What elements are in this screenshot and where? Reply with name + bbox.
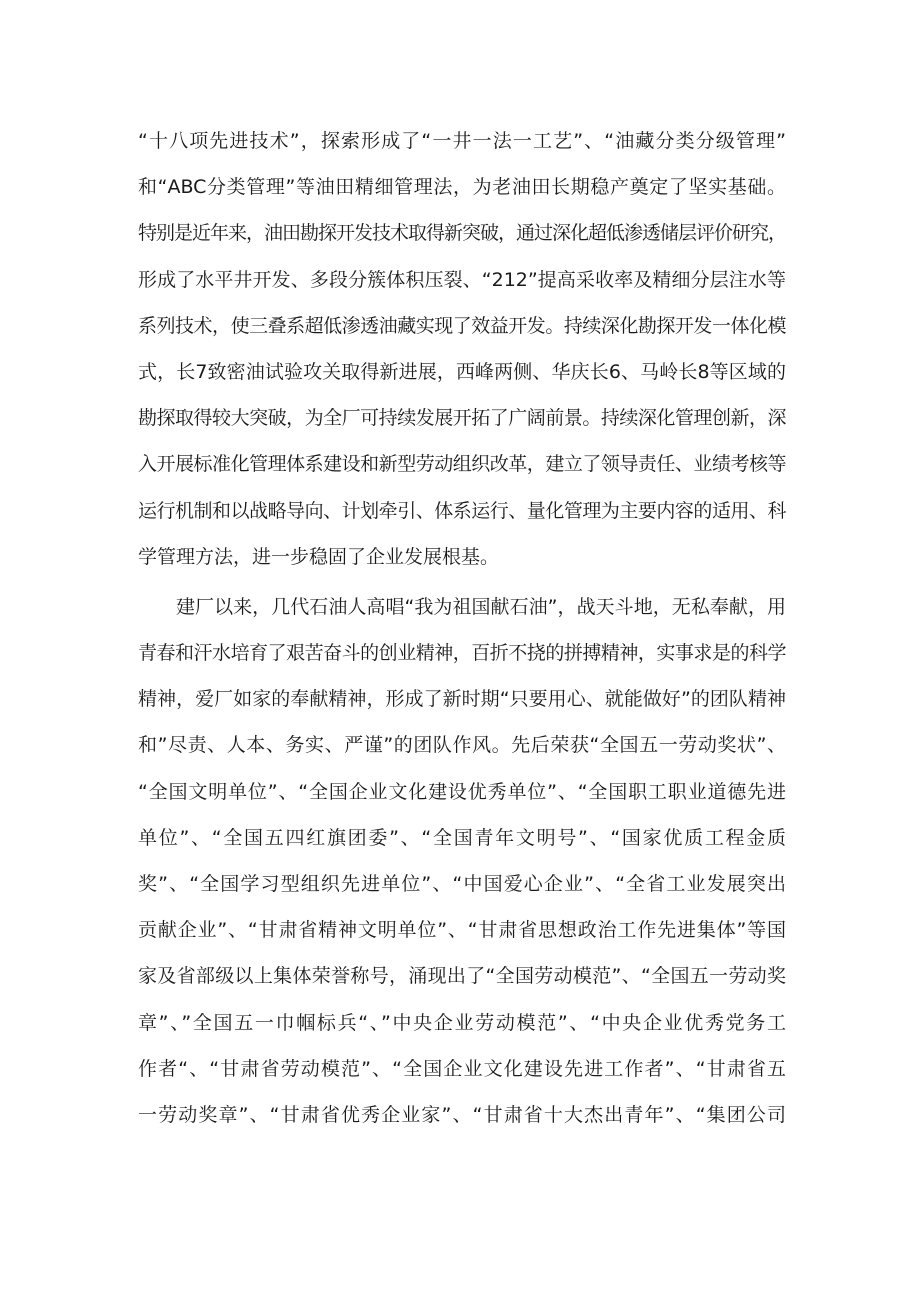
text-line: 和”尽责、人本、务实、严谨”的团队作风。先后荣获“全国五一劳动奖状”、 — [138, 734, 786, 757]
text-line: 运行机制和以战略导向、计划牵引、体系运行、量化管理为主要内容的适用、科 — [138, 499, 786, 522]
text-line: 式，长7致密油试验攻关取得新进展，西峰两侧、华庆长6、马岭长8等区域的 — [138, 360, 786, 383]
text-line: 学管理方法，进一步稳固了企业发展根基。 — [138, 545, 500, 568]
text-line: 青春和汗水培育了艰苦奋斗的创业精神，百折不挠的拼搏精神，实事求是的科学 — [138, 642, 786, 665]
paragraph-technology — [138, 118, 786, 580]
text-line: 章”、”全国五一巾帼标兵“、”中央企业劳动模范”、“中央企业优秀党务工 — [138, 1011, 786, 1034]
text-line: 特别是近年来，油田勘探开发技术取得新突破，通过深化超低渗透储层评价研究， — [138, 222, 786, 245]
text-line: 一劳动奖章”、“甘肃省优秀企业家”、“甘肃省十大杰出青年”、“集团公司 — [138, 1103, 786, 1126]
text-line: 奖”、“全国学习型组织先进单位”、“中国爱心企业”、“全省工业发展突出 — [138, 873, 786, 895]
text-line: 和“ABC分类管理”等油田精细管理法，为老油田长期稳产奠定了坚实基础。 — [138, 176, 786, 199]
text-line: 系列技术，使三叠系超低渗透油藏实现了效益开发。持续深化勘探开发一体化模 — [138, 314, 786, 337]
paragraph-honors — [138, 584, 786, 1138]
text-line: 贡献企业”、“甘肃省精神文明单位”、“甘肃省思想政治工作先进集体”等国 — [138, 919, 786, 942]
text-line: 单位”、“全国五四红旗团委”、“全国青年文明号”、“国家优质工程金质 — [138, 826, 786, 849]
text-line: 精神，爱厂如家的奉献精神，形成了新时期“只要用心、就能做好”的团队精神 — [138, 688, 786, 711]
body-text — [138, 118, 786, 1138]
text-line: “全国文明单位”、“全国企业文化建设优秀单位”、“全国职工职业道德先进 — [138, 780, 786, 803]
text-line: “十八项先进技术”，探索形成了“一井一法一工艺”、“油藏分类分级管理” — [138, 130, 786, 152]
text-line: 形成了水平井开发、多段分簇体积压裂、“212”提高采收率及精细分层注水等 — [138, 268, 786, 291]
text-line: 勘探取得较大突破，为全厂可持续发展开拓了广阔前景。持续深化管理创新，深 — [138, 407, 786, 430]
text-line: 建厂以来，几代石油人高唱“我为祖国献石油”，战天斗地，无私奉献，用 — [176, 595, 786, 618]
text-line: 入开展标准化管理体系建设和新型劳动组织改革，建立了领导责任、业绩考核等 — [138, 453, 786, 476]
text-line: 作者“、“甘肃省劳动模范”、“全国企业文化建设先进工作者”、“甘肃省五 — [138, 1057, 786, 1080]
text-line: 家及省部级以上集体荣誉称号，涌现出了“全国劳动模范”、“全国五一劳动奖 — [138, 965, 786, 988]
